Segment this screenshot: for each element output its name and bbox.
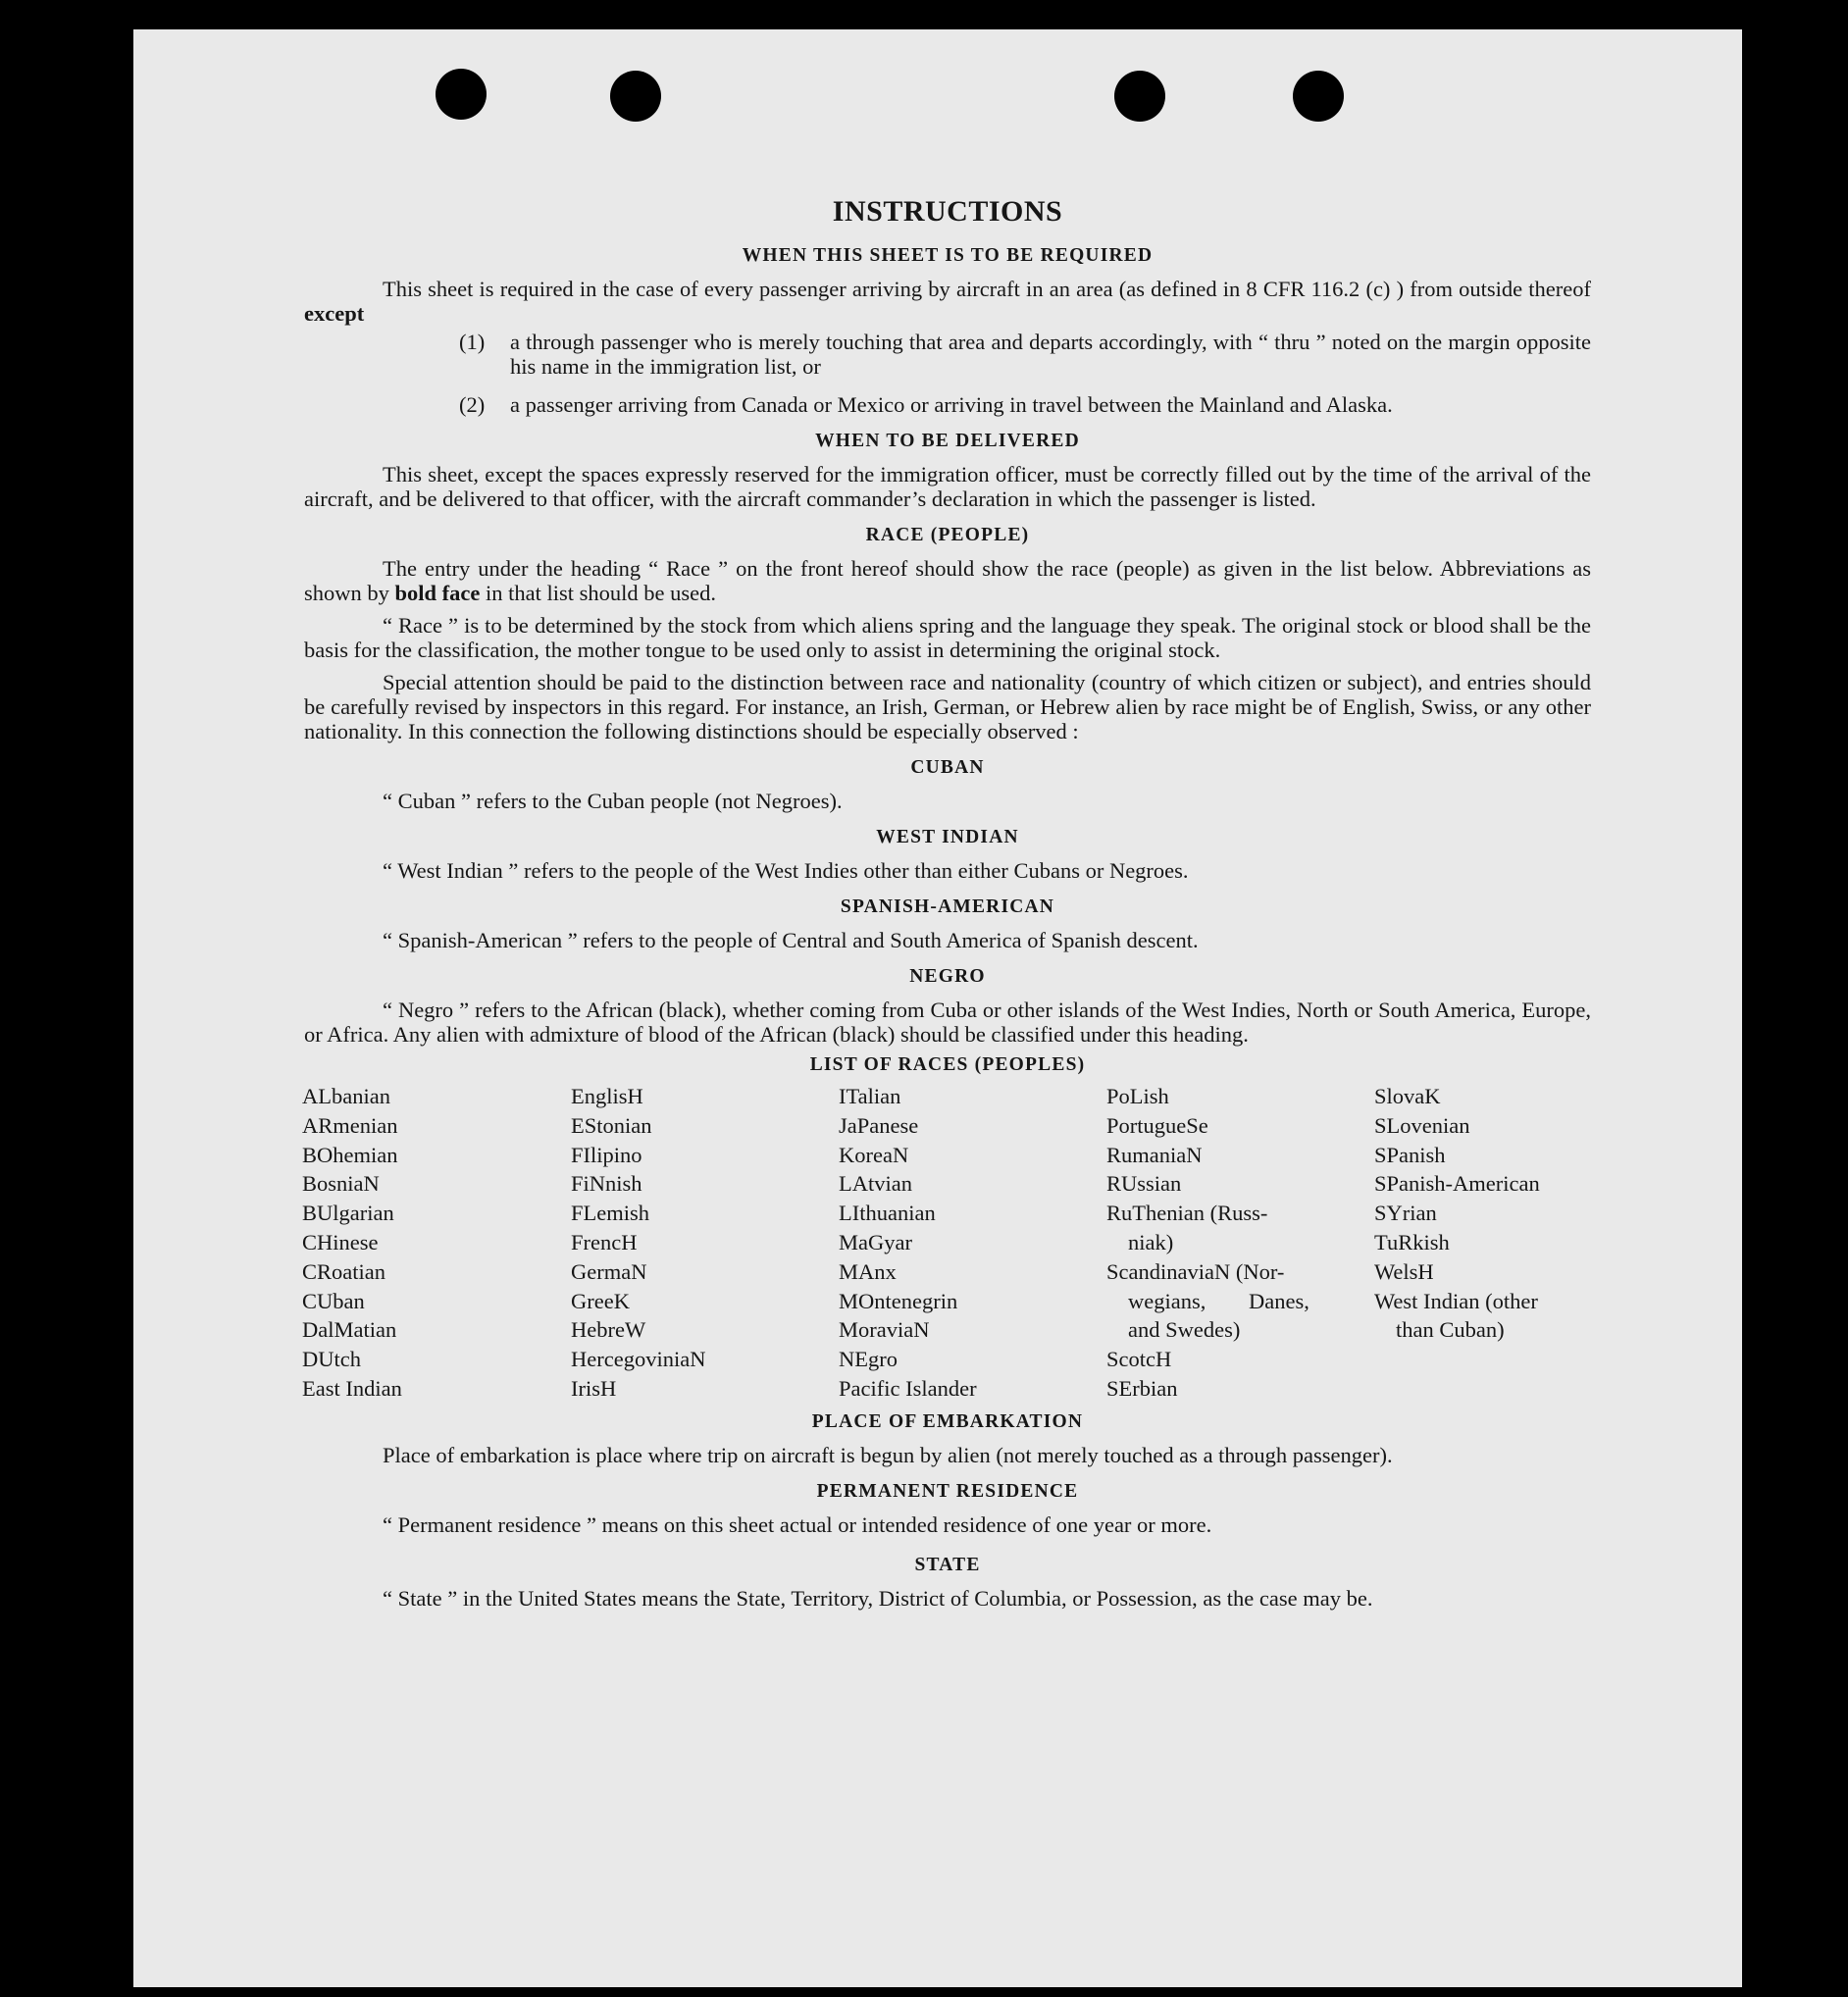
race-entry: SlovaK — [1374, 1084, 1441, 1108]
item-text: a passenger arriving from Canada or Mexico or arriving in travel between the Mainland and Alaska. — [510, 392, 1393, 417]
race-entry: Pacific Islander — [839, 1375, 977, 1401]
race-entry: EStonian — [571, 1112, 652, 1138]
race-entry: NEgro — [839, 1347, 898, 1372]
spanish-american-text: “ Spanish-American ” refers to the people of Central and South America of Spanish descent. — [383, 928, 1199, 952]
race-entry: SPanish — [1374, 1142, 1446, 1167]
required-intro-except: except — [304, 301, 365, 326]
race-entry: RumaniaN — [1106, 1142, 1203, 1167]
race-entry: EnglisH — [571, 1084, 643, 1108]
race-entry: WelsH — [1374, 1258, 1434, 1284]
race-entry: SLovenian — [1374, 1112, 1470, 1138]
state-text: “ State ” in the United States means the State, Territory, District of Columbia, or Possession, as the case may be. — [383, 1585, 1373, 1611]
race-paragraph-2: “ Race ” is to be determined by the stock from which aliens spring and the language they speak. The original stock or blood shall be the basis for the classification, the mother tongue to be used only to assist in determining the original stock. — [304, 613, 1591, 662]
race-entry: FIlipino — [571, 1142, 642, 1167]
embarkation-text: Place of embarkation is place where trip on aircraft is begun by alien (not merely touched as a through passenger). — [383, 1442, 1393, 1467]
race-entry: IrisH — [571, 1375, 617, 1401]
race-entry: BUlgarian — [302, 1201, 394, 1226]
races-list — [302, 1082, 1591, 1404]
race-entry: RUssian — [1106, 1171, 1182, 1197]
list-item — [459, 330, 1591, 379]
race-entry: LAtvian — [839, 1171, 912, 1197]
document-page — [133, 29, 1742, 1987]
race-entry: ITalian — [839, 1084, 901, 1108]
section-heading-delivered: WHEN TO BE DELIVERED — [815, 431, 1080, 451]
race-entry: West Indian (other — [1374, 1288, 1538, 1313]
race-entry: DalMatian — [302, 1317, 397, 1343]
race-p1-text: The entry under the heading “ Race ” on the front hereof should show the race (people) as given in the list below. Abbreviations as shown by — [304, 556, 1591, 605]
race-entry: wegians, Danes, — [1128, 1288, 1309, 1313]
races-column-4 — [1106, 1082, 1374, 1404]
race-entry: JaPanese — [839, 1112, 919, 1138]
race-entry: SYrian — [1374, 1201, 1437, 1226]
race-entry: HebreW — [571, 1317, 646, 1343]
required-intro — [304, 277, 1591, 326]
race-entry: CHinese — [302, 1229, 379, 1255]
delivered-text: This sheet, except the spaces expressly reserved for the immigration officer, must be correctly filled out by the time of the arrival of the aircraft, and be delivered to that officer, with the aircraft commander’s declaration in which the passenger is listed. — [304, 462, 1591, 511]
race-entry: HercegoviniaN — [571, 1347, 706, 1372]
race-entry: than Cuban) — [1396, 1317, 1505, 1343]
section-heading-negro: NEGRO — [909, 966, 986, 987]
race-entry: and Swedes) — [1128, 1317, 1241, 1343]
race-entry: CRoatian — [302, 1258, 385, 1284]
instructions-content — [304, 167, 1591, 1611]
section-heading-residence: PERMANENT RESIDENCE — [816, 1480, 1079, 1502]
race-entry: BOhemian — [302, 1142, 398, 1167]
race-paragraph-3: Special attention should be paid to the distinction between race and nationality (country of which citizen or subject), and entries should be carefully revised by inspectors in this regard. For instance, an Irish, German, or Hebrew alien by race might be of English, Swiss, or any other nationality. In this connection the following distinctions should be especially observed : — [304, 670, 1591, 743]
race-entry: SErbian — [1106, 1375, 1178, 1401]
cuban-text: “ Cuban ” refers to the Cuban people (not Negroes). — [383, 789, 843, 813]
required-intro-text: This sheet is required in the case of every passenger arriving by aircraft in an area (as defined in 8 CFR 116.2 (c) ) from outside thereof — [383, 277, 1591, 301]
race-entry: ScandinaviaN (Nor- — [1106, 1258, 1285, 1284]
race-entry: MaGyar — [839, 1229, 912, 1255]
race-entry: LIthuanian — [839, 1201, 936, 1226]
race-entry: BosniaN — [302, 1171, 380, 1197]
races-column-1 — [302, 1082, 571, 1404]
races-column-5 — [1374, 1082, 1643, 1404]
race-entry: DUtch — [302, 1347, 361, 1372]
races-column-3 — [839, 1082, 1106, 1404]
race-entry: RuThenian (Russ- — [1106, 1201, 1268, 1226]
item-number: (2) — [459, 392, 486, 417]
punch-hole — [1293, 71, 1344, 122]
section-heading-west-indian: WEST INDIAN — [876, 827, 1019, 847]
section-heading-cuban: CUBAN — [910, 757, 985, 778]
race-paragraph-1 — [304, 556, 1591, 605]
race-entry: FLemish — [571, 1201, 650, 1226]
race-p1-bold: bold face — [394, 581, 481, 605]
race-entry: FrencH — [571, 1229, 638, 1255]
race-entry: GreeK — [571, 1288, 630, 1313]
race-entry: KoreaN — [839, 1142, 909, 1167]
race-entry: ScotcH — [1106, 1347, 1172, 1372]
section-heading-embarkation: PLACE OF EMBARKATION — [811, 1410, 1084, 1432]
punch-hole — [1114, 71, 1165, 122]
page-title: INSTRUCTIONS — [832, 195, 1063, 228]
race-entry: PoLish — [1106, 1084, 1169, 1108]
list-item — [459, 392, 1591, 417]
race-entry: niak) — [1128, 1229, 1174, 1255]
race-entry: ALbanian — [302, 1084, 390, 1108]
race-entry: PortugueSe — [1106, 1112, 1208, 1138]
race-entry: MAnx — [839, 1258, 897, 1284]
section-heading-list: LIST OF RACES (PEOPLES) — [809, 1054, 1086, 1075]
race-entry: FiNnish — [571, 1171, 642, 1197]
west-indian-text: “ West Indian ” refers to the people of the West Indies other than either Cubans or Negroes. — [383, 858, 1189, 883]
punch-hole — [610, 71, 661, 122]
residence-text: “ Permanent residence ” means on this sheet actual or intended residence of one year or more. — [383, 1511, 1212, 1537]
negro-text: “ Negro ” refers to the African (black), whether coming from Cuba or other islands of the West Indies, North or South America, Europe, or Africa. Any alien with admixture of blood of the African (black) should be classified under this heading. — [304, 998, 1591, 1047]
section-heading-state: STATE — [914, 1554, 981, 1575]
race-p1-text-end: in that list should be used. — [486, 581, 717, 605]
races-column-2 — [571, 1082, 839, 1404]
section-heading-race: RACE (PEOPLE) — [865, 525, 1030, 545]
race-entry: MOntenegrin — [839, 1288, 958, 1313]
race-entry: GermaN — [571, 1258, 647, 1284]
race-entry: MoraviaN — [839, 1317, 930, 1343]
section-heading-spanish-american: SPANISH-AMERICAN — [840, 896, 1055, 917]
race-entry: SPanish-American — [1374, 1171, 1540, 1197]
race-entry: East Indian — [302, 1375, 402, 1401]
race-entry: TuRkish — [1374, 1229, 1450, 1255]
race-entry: ARmenian — [302, 1112, 398, 1138]
item-text: a through passenger who is merely touching that area and departs accordingly, with “ thru ” noted on the margin opposite his name in the immigration list, or — [510, 330, 1591, 379]
item-number: (1) — [459, 330, 486, 354]
race-entry: CUban — [302, 1288, 365, 1313]
section-heading-required: WHEN THIS SHEET IS TO BE REQUIRED — [742, 245, 1154, 266]
punch-hole — [436, 69, 487, 120]
